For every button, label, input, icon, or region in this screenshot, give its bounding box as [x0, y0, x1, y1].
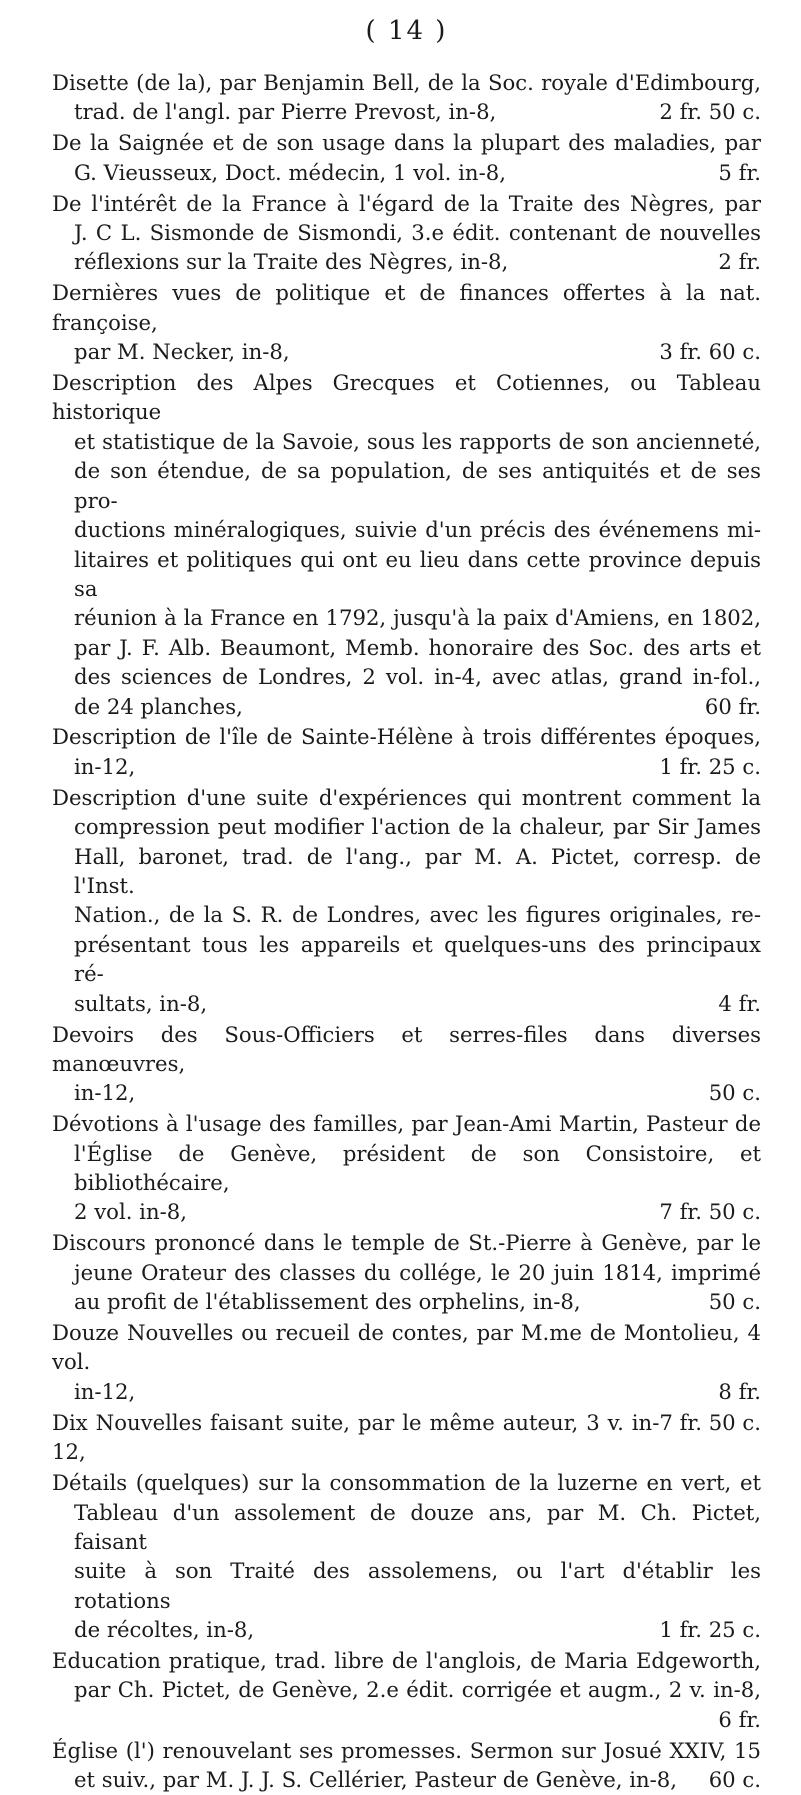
entry-price: 1 fr. 25 c.	[659, 753, 761, 779]
entry-line	[52, 752, 761, 781]
catalogue-entries	[52, 68, 761, 1795]
entry-line: Hall, baronet, trad. de l'ang., par M. A. Pictet, corresp. de l'Inst.	[74, 843, 761, 898]
entry-line	[52, 1408, 761, 1467]
entry-line: ductions minéralogiques, suivie d'un précis des événemens mi-	[74, 517, 761, 543]
catalogue-entry	[52, 1408, 761, 1467]
entry-text: in-12,	[74, 1080, 136, 1106]
entry-text: et suiv., par M. J. J. S. Cellérier, Pasteur de Genève, in-8,	[74, 1767, 678, 1793]
entry-price: 1 fr. 25 c.	[659, 1617, 761, 1643]
entry-line: par Ch. Pictet, de Genève, 2.e édit. corrigée et augm., 2 v. in-8,	[74, 1677, 761, 1703]
entry-line: litaires et politiques qui ont eu lieu dans cette province depuis sa	[74, 546, 761, 601]
entry-line: J. C L. Sismonde de Sismondi, 3.e édit. contenant de nouvelles	[74, 220, 761, 246]
entry-line: De l'intérêt de la France à l'égard de la Traite des Nègres, par	[52, 190, 761, 216]
catalogue-entry	[52, 722, 761, 781]
entry-price: 6 fr.	[718, 1706, 761, 1732]
entry-text: sultats, in-8,	[74, 990, 208, 1016]
entry-text: de récoltes, in-8,	[74, 1617, 255, 1643]
catalogue-entry	[52, 1468, 761, 1644]
catalogue-entry	[52, 68, 761, 127]
entry-line	[52, 1377, 761, 1406]
entry-text: au profit de l'établissement des orphelins, in-8,	[74, 1289, 581, 1315]
entry-price: 50 c.	[708, 1080, 761, 1106]
page-number: ( 14 )	[365, 16, 448, 46]
entry-line: Douze Nouvelles ou recueil de contes, par M.me de Montolieu, 4 vol.	[52, 1320, 761, 1375]
entry-line	[52, 1078, 761, 1107]
entry-price: 2 fr. 50 c.	[659, 99, 761, 125]
entry-price: 8 fr.	[718, 1378, 761, 1404]
entry-line: Dévotions à l'usage des familles, par Jean-Ami Martin, Pasteur de	[52, 1111, 761, 1137]
entry-line: de son étendue, de sa population, de ses antiquités et de ses pro-	[74, 458, 761, 513]
entry-line: Église (l') renouvelant ses promesses. Sermon sur Josué XXIV, 15	[52, 1737, 761, 1763]
entry-line: Description de l'île de Sainte-Hélène à trois différentes époques,	[52, 724, 761, 750]
entry-line: Tableau d'un assolement de douze ans, par M. Ch. Pictet, faisant	[74, 1499, 761, 1554]
entry-line: Dernières vues de politique et de finances offertes à la nat. françoise,	[52, 280, 761, 335]
entry-line: suite à son Traité des assolemens, ou l'art d'établir les rotations	[74, 1558, 761, 1613]
entry-line: Description d'une suite d'expériences qui montrent comment la	[52, 784, 761, 810]
catalogue-entry	[52, 1109, 761, 1227]
entry-line: Devoirs des Sous-Officiers et serres-files dans diverses manœuvres,	[52, 1021, 761, 1076]
entry-line: présentant tous les appareils et quelques-uns des principaux ré-	[74, 931, 761, 987]
entry-text: par M. Necker, in-8,	[74, 339, 290, 365]
catalogue-entry	[52, 1228, 761, 1316]
entry-line: et statistique de la Savoie, sous les rapports de son ancienneté,	[74, 428, 761, 454]
entry-line: compression peut modifier l'action de la chaleur, par Sir James	[74, 814, 761, 840]
entry-price: 3 fr. 60 c.	[659, 339, 761, 365]
catalogue-entry	[52, 368, 761, 721]
entry-text: 2 vol. in-8,	[74, 1199, 187, 1225]
entry-line: l'Église de Genève, président de son Consistoire, et bibliothécaire,	[74, 1140, 761, 1196]
entry-line	[52, 989, 761, 1018]
entry-price: 7 fr. 50 c.	[659, 1409, 761, 1435]
entry-line	[52, 1197, 761, 1226]
catalogue-entry	[52, 1020, 761, 1108]
catalogue-entry	[52, 1646, 761, 1734]
entry-price: 5 fr.	[718, 159, 761, 185]
entry-price: 60 fr.	[704, 693, 761, 719]
catalogue-entry	[52, 1318, 761, 1406]
catalogue-entry	[52, 783, 761, 1018]
entry-line: De la Saignée et de son usage dans la plupart des maladies, par	[52, 130, 761, 156]
entry-price: 4 fr.	[718, 990, 761, 1016]
entry-text: Dix Nouvelles faisant suite, par le même auteur, 3 v. in-12,	[52, 1409, 660, 1465]
entry-line: Nation., de la S. R. de Londres, avec les figures originales, re-	[74, 902, 761, 928]
entry-line	[52, 337, 761, 366]
catalogue-entry	[52, 189, 761, 277]
entry-price: 50 c.	[708, 1289, 761, 1315]
entry-line: jeune Orateur des classes du collége, le 20 juin 1814, imprimé	[74, 1259, 761, 1285]
catalogue-entry	[52, 128, 761, 187]
entry-line	[52, 1765, 761, 1794]
catalogue-entry	[52, 1736, 761, 1795]
entry-text: in-12,	[74, 1378, 136, 1404]
entry-line: Discours prononcé dans le temple de St.-Pierre à Genève, par le	[52, 1230, 761, 1256]
entry-text: trad. de l'angl. par Pierre Prevost, in-8,	[74, 99, 497, 125]
entry-line: Détails (quelques) sur la consommation de la luzerne en vert, et	[52, 1470, 761, 1496]
entry-line	[52, 1615, 761, 1644]
entry-text: G. Vieusseux, Doct. médecin, 1 vol. in-8,	[74, 159, 506, 185]
entry-line: réunion à la France en 1792, jusqu'à la paix d'Amiens, en 1802,	[74, 605, 761, 631]
entry-price: 7 fr. 50 c.	[659, 1199, 761, 1225]
entry-price: 2 fr.	[718, 249, 761, 275]
entry-text: de 24 planches,	[74, 693, 243, 719]
entry-line: par J. F. Alb. Beaumont, Memb. honoraire des Soc. des arts et	[74, 634, 761, 660]
entry-line: Education pratique, trad. libre de l'anglois, de Maria Edgeworth,	[52, 1648, 761, 1674]
entry-line	[52, 97, 761, 126]
entry-line	[52, 158, 761, 187]
catalogue-entry	[52, 278, 761, 366]
entry-line	[52, 247, 761, 276]
entry-line: des sciences de Londres, 2 vol. in-4, avec atlas, grand in-fol.,	[74, 664, 761, 690]
entry-text: réflexions sur la Traite des Nègres, in-8,	[74, 249, 509, 275]
entry-line: Description des Alpes Grecques et Cotiennes, ou Tableau historique	[52, 370, 761, 425]
entry-line: Disette (de la), par Benjamin Bell, de la Soc. royale d'Edimbourg,	[52, 70, 761, 95]
entry-text: in-12,	[74, 753, 136, 779]
entry-line	[52, 692, 761, 721]
entry-line	[52, 1287, 761, 1316]
entry-price: 60 c.	[708, 1767, 761, 1793]
